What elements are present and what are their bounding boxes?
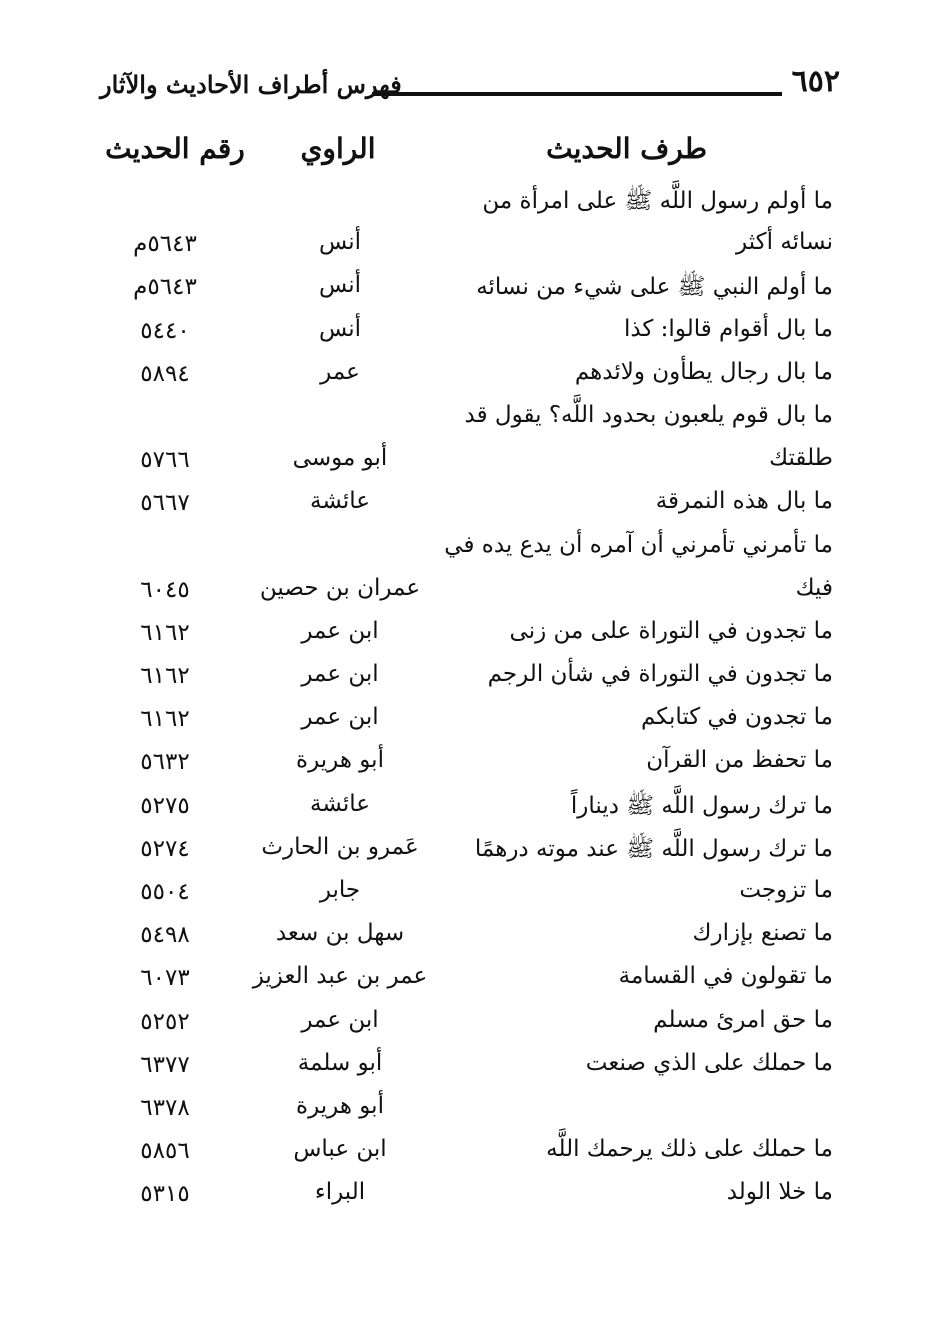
narrator-name: ابن عمر — [301, 661, 379, 688]
hadith-number: ٦٣٧٧ — [140, 1051, 190, 1078]
index-line — [0, 398, 925, 441]
hadith-number: ٦١٦٢ — [140, 663, 190, 690]
running-header — [100, 62, 840, 112]
narrator-name: أبو هريرة — [296, 747, 384, 774]
hadith-text: طلقتك — [769, 445, 833, 472]
index-line — [0, 355, 925, 398]
hadith-text: ما بال قوم يلعبون بحدود اللَّه؟ يقول قد — [464, 401, 833, 428]
narrator-name: جابر — [319, 877, 361, 903]
hadith-number: ٦٠٧٣ — [140, 965, 190, 992]
hadith-number: ٥٥٠٤ — [140, 879, 190, 905]
hadith-text: ما تصنع بإزارك — [692, 920, 833, 947]
index-line — [0, 830, 925, 873]
narrator-name: عائشة — [310, 488, 370, 515]
index-line — [0, 312, 925, 355]
hadith-number: ٦١٦٢ — [140, 706, 190, 733]
index-line — [0, 1175, 925, 1218]
column-header-number: رقم الحديث — [105, 132, 245, 165]
hadith-number: ٥٢٧٤ — [140, 835, 190, 862]
hadith-text: ما بال أقوام قالوا: كذا — [623, 315, 833, 342]
index-line — [0, 484, 925, 527]
narrator-name: عمران بن حصين — [259, 574, 421, 601]
index-line — [0, 743, 925, 786]
header-rule — [372, 92, 782, 96]
hadith-text: ما أولم النبي ﷺ على شيء من نسائه — [476, 274, 833, 301]
narrator-name: ابن عمر — [301, 1006, 379, 1033]
hadith-number: ٥٦٤٣م — [133, 231, 197, 258]
index-line — [0, 1046, 925, 1089]
narrator-name: عَمرو بن الحارث — [261, 833, 419, 860]
narrator-name: سهل بن سعد — [275, 920, 405, 947]
narrator-name: ابن عمر — [301, 617, 379, 644]
index-line — [0, 614, 925, 657]
index-line — [0, 268, 925, 311]
column-header-narrator: الراوي — [300, 132, 376, 165]
column-header-hadith: طرف الحديث — [546, 132, 707, 165]
hadith-number: ٥٤٤٠ — [140, 317, 190, 344]
hadith-text: ما تجدون في كتابكم — [640, 704, 833, 731]
hadith-number: ٦١٦٢ — [140, 619, 190, 646]
hadith-text: ما ترك رسول اللَّه ﷺ ديناراً — [570, 792, 833, 819]
hadith-number: ٥٨٥٦ — [140, 1138, 190, 1165]
hadith-text: ما تقولون في القسامة — [618, 963, 833, 990]
narrator-name: أبو سلمة — [297, 1049, 383, 1076]
index-entries — [0, 182, 925, 1219]
narrator-name: أنس — [318, 315, 362, 342]
hadith-text: ما تجدون في التوراة في شأن الرجم — [487, 661, 833, 688]
hadith-number: ٥٨٩٤ — [140, 360, 190, 387]
index-line — [0, 873, 925, 916]
narrator-name: عمر — [320, 358, 360, 385]
narrator-name: أبو هريرة — [296, 1092, 384, 1119]
hadith-number: ٦٠٤٥ — [140, 576, 190, 603]
narrator-name: أنس — [318, 272, 362, 299]
hadith-number: ٥٢٥٢ — [140, 1008, 190, 1035]
hadith-number: ٥٦٣٢ — [140, 749, 190, 776]
index-line — [0, 225, 925, 268]
narrator-name: ابن عمر — [301, 704, 379, 731]
hadith-number: ٦٣٧٨ — [140, 1094, 190, 1121]
page-number: ٦٥٢ — [791, 64, 840, 99]
hadith-text: ما تحفظ من القرآن — [646, 747, 833, 774]
hadith-number: ٥٧٦٦ — [140, 447, 190, 474]
hadith-text: ما بال رجال يطأون ولائدهم — [574, 358, 833, 385]
index-line — [0, 916, 925, 959]
index-line — [0, 1089, 925, 1132]
index-line — [0, 657, 925, 700]
hadith-number: ٥٣١٥ — [140, 1181, 190, 1208]
index-line — [0, 441, 925, 484]
narrator-name: عائشة — [310, 790, 370, 817]
index-line — [0, 182, 925, 225]
hadith-text: ما أولم رسول اللَّه ﷺ على امرأة من — [482, 188, 833, 214]
narrator-name: عمر بن عبد العزيز — [252, 963, 428, 990]
index-line — [0, 700, 925, 743]
hadith-text: ما حق امرئ مسلم — [653, 1006, 833, 1033]
hadith-text: ما حملك على ذلك يرحمك اللَّه — [546, 1136, 833, 1163]
index-line — [0, 787, 925, 830]
hadith-number: ٥٦٦٧ — [140, 490, 190, 517]
narrator-name: البراء — [314, 1179, 366, 1206]
running-title: فهرس أطراف الأحاديث والآثار — [100, 70, 402, 99]
hadith-text: ما ترك رسول اللَّه ﷺ عند موته درهمًا — [474, 835, 833, 862]
hadith-text: ما تأمرني تأمرني أن آمره أن يدع يده في — [444, 531, 833, 558]
index-line — [0, 528, 925, 571]
narrator-name: أنس — [318, 229, 362, 256]
index-line — [0, 959, 925, 1002]
hadith-text: فيك — [795, 574, 833, 601]
hadith-text: ما بال هذه النمرقة — [655, 488, 833, 515]
hadith-text: ما تجدون في التوراة على من زنى — [509, 617, 833, 644]
hadith-text: ما خلا الولد — [726, 1179, 833, 1206]
index-line — [0, 1132, 925, 1175]
narrator-name: أبو موسى — [292, 445, 388, 472]
hadith-number: ٥٤٩٨ — [140, 922, 190, 949]
hadith-number: ٥٢٧٥ — [140, 792, 190, 819]
index-line — [0, 1003, 925, 1046]
index-line — [0, 571, 925, 614]
hadith-text: ما حملك على الذي صنعت — [585, 1049, 833, 1076]
hadith-text: نسائه أكثر — [736, 229, 833, 256]
narrator-name: ابن عباس — [293, 1136, 387, 1163]
hadith-number: ٥٦٤٣م — [133, 274, 197, 301]
hadith-text: ما تزوجت — [739, 877, 833, 903]
